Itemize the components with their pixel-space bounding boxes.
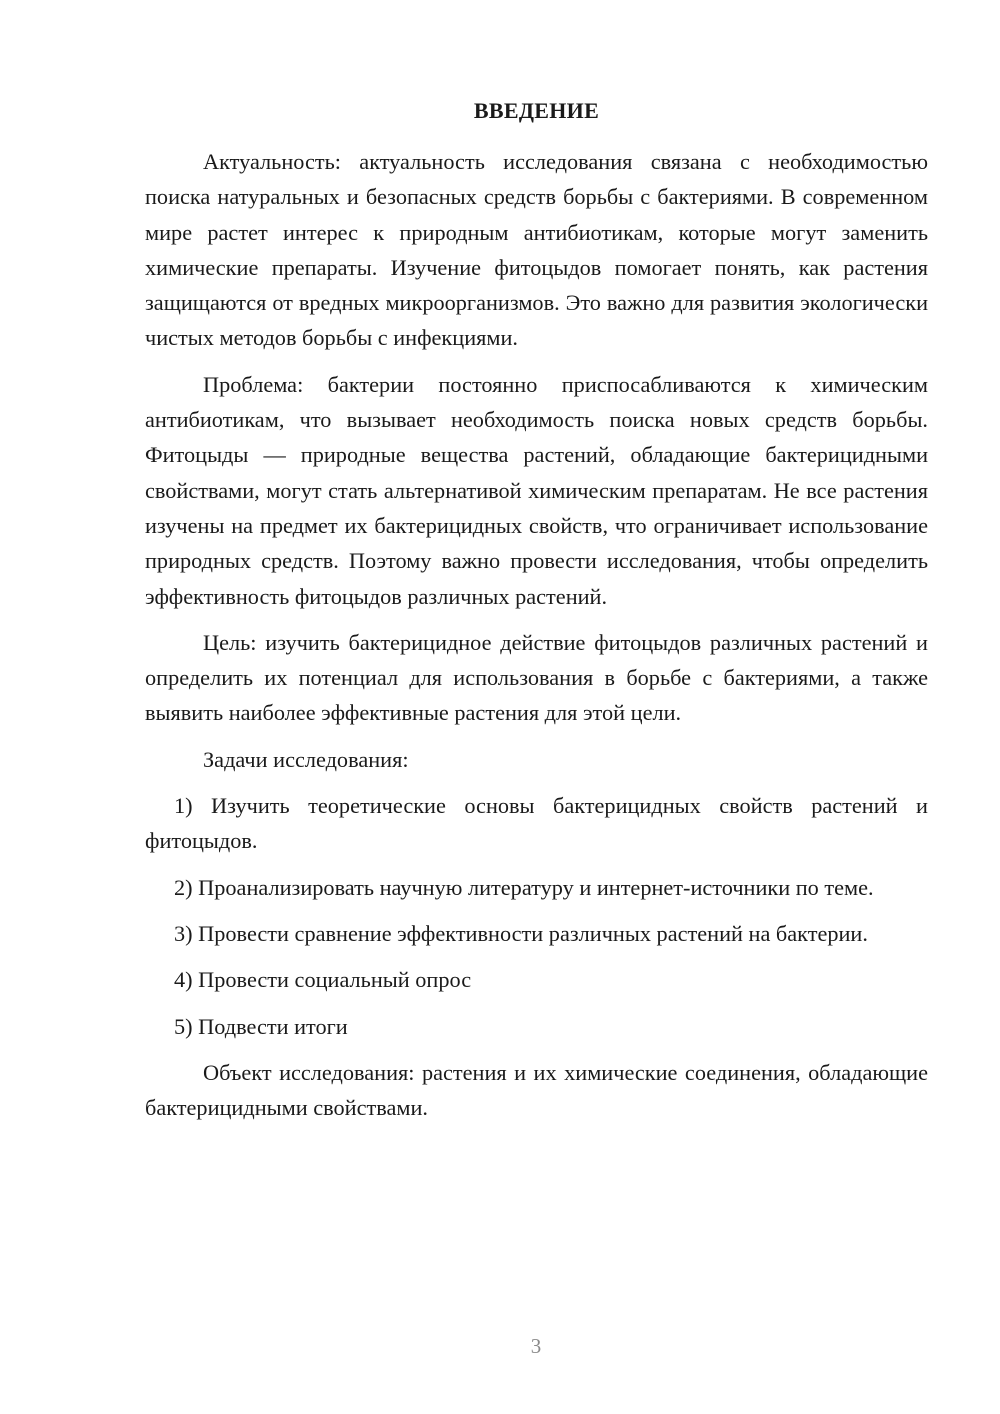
task-item-5: 5) Подвести итоги [174,1013,348,1039]
task-item-3: 3) Провести сравнение эффективности различных растений на бактерии. [174,920,868,946]
task-item-1: 1) Изучить теоретические основы бактерицидных свойств растений и фитоцыдов. [145,793,928,854]
task-item-2: 2) Проанализировать научную литературу и интернет-источники по теме. [174,874,874,900]
document-body [145,144,928,1136]
paragraph-object: Объект исследования: растения и их химические соединения, обладающие бактерицидными свойствами. [145,1059,928,1121]
task-item-4: 4) Провести социальный опрос [174,967,472,993]
paragraph-goal: Цель: изучить бактерицидное действие фитоцыдов различных растений и определить их потенциал для использования в борьбе с бактериями, а также выявить наиболее эффективные растения для этой цели. [145,629,928,726]
page-number: 3 [530,1334,542,1358]
page-heading: ВВЕДЕНИЕ [473,98,600,123]
paragraph-tasks-heading: Задачи исследования: [203,746,409,772]
paragraph-problem: Проблема: бактерии постоянно приспосабливаются к химическим антибиотикам, что вызывает необходимость поиска новых средств борьбы. Фитоцыды — природные вещества растений, обладающие бактерицидными свойствами, могут стать альтернативой химическим препаратам. Не все растения изучены на предмет их бактерицидных свойств, что ограничивает использование природных средств. Поэтому важно провести исследования, чтобы определить эффективность фитоцыдов различных растений. [145,371,928,609]
paragraph-relevance: Актуальность: актуальность исследования связана с необходимостью поиска натуральных и безопасных средств борьбы с бактериями. В современном мире растет интерес к природным антибиотикам, которые могут заменить химические препараты. Изучение фитоцыдов помогает понять, как растения защищаются от вредных микроорганизмов. Это важно для развития экологически чистых методов борьбы с инфекциями. [145,149,928,351]
